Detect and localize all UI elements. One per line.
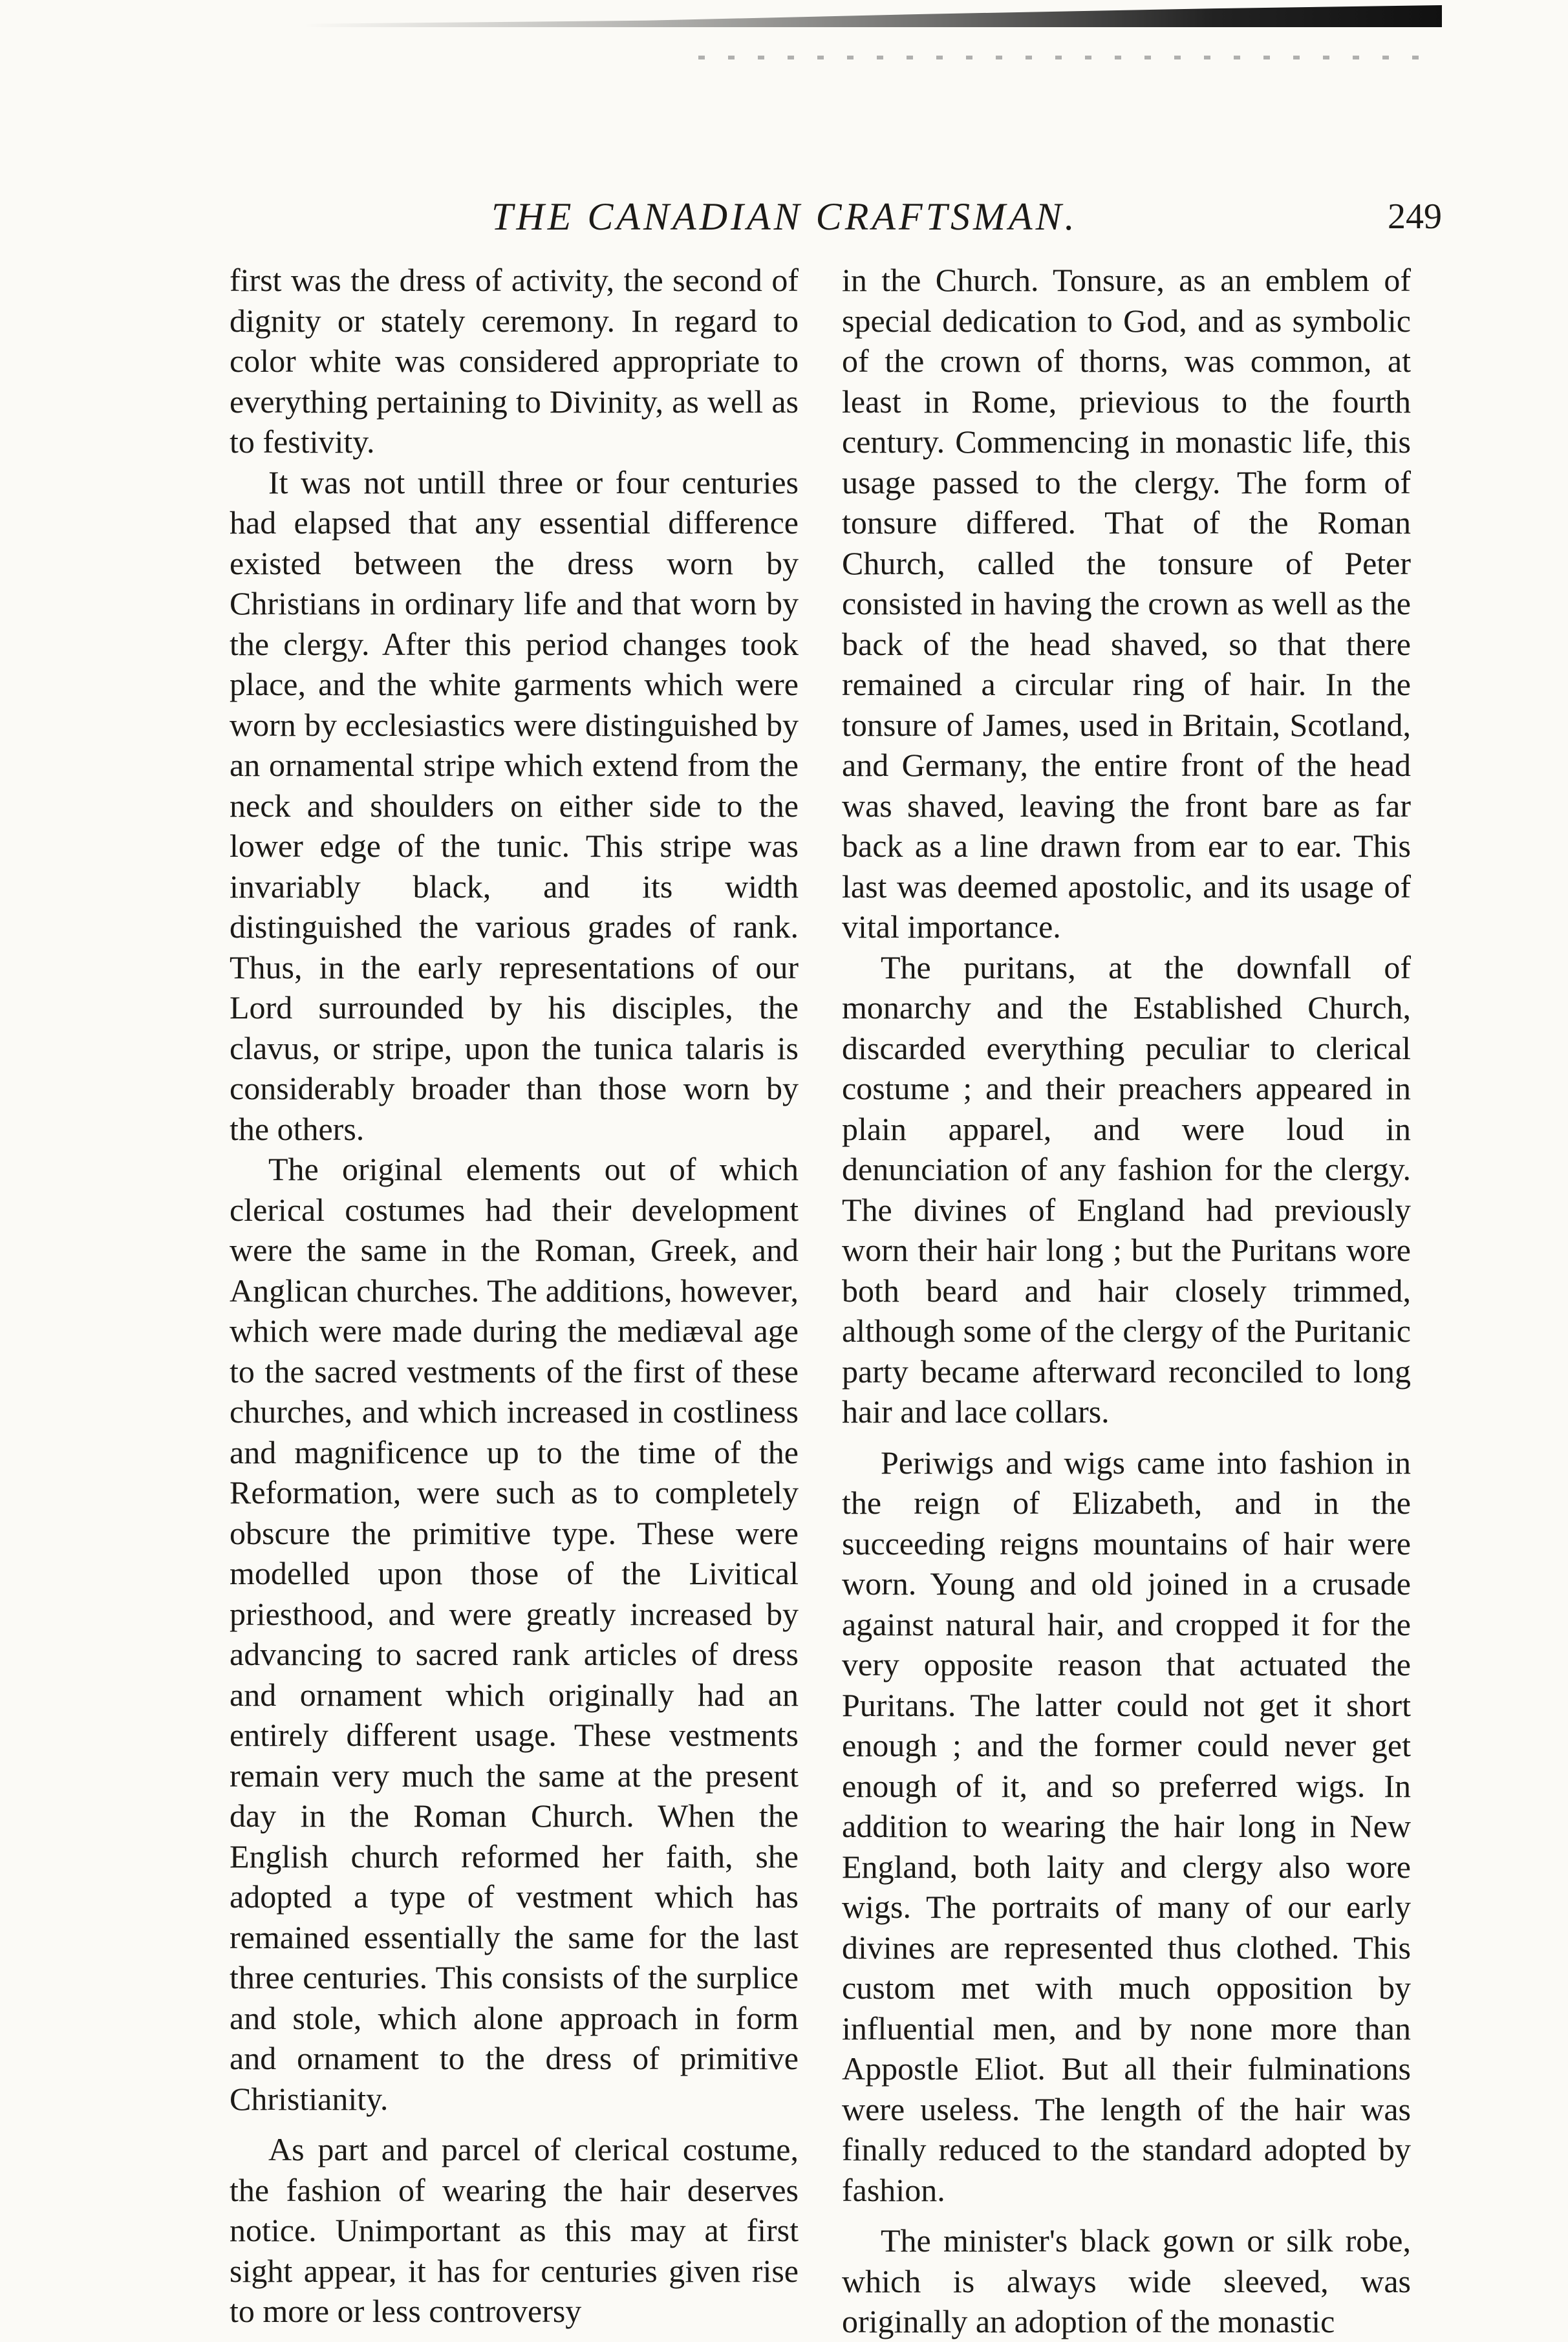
scan-edge-specks bbox=[698, 56, 1442, 59]
page-header bbox=[220, 188, 1442, 246]
left-paragraph-3: The original elements out of which clerical costumes had their development were the same in the Roman, Greek, and Anglican churches. The additions, however, which were made during the mediæval age to the sacred vestments of the first of these churches, and which increased in costliness and magnificence up to the time of the Reformation, were such as to completely obscure the primitive type. These were modelled upon those of the Livitical priesthood, and were greatly increased by advancing to sacred rank articles of dress and ornament which originally had an entirely different usage. These vestments remain very much the same at the present day in the Roman Church. When the English church reformed her faith, she adopted a type of vestment which has remained essentially the same for the last three centuries. This consists of the surplice and stole, which alone approach in form and ornament to the dress of primitive Christianity. bbox=[230, 1151, 799, 2117]
left-paragraph-4: As part and parcel of clerical costume, the fashion of wearing the hair deserves notice. Unimportant as this may at first sight appear, it has for centuries given rise to more or less controversy bbox=[230, 2131, 799, 2329]
left-paragraph-2: It was not untill three or four centuries had elapsed that any essential difference existed between the dress worn by Christians in ordinary life and that worn by the clergy. After this period changes took place, and the white garments which were worn by ecclesiastics were distinguished by an ornamental stripe which extend from the neck and shoulders on either side to the lower edge of the tunic. This stripe was invariably black, and its width distinguished the various grades of rank. Thus, in the early representations of our Lord surrounded by his disciples, the clavus, or stripe, upon the tunica talaris is considerably broader than those worn by the others. bbox=[230, 464, 799, 1147]
left-paragraph-1: first was the dress of activity, the second of dignity or stately ceremony. In regard to color white was considered appropriate to everything pertaining to Divinity, as well as to festivity. bbox=[230, 262, 799, 460]
scan-edge-shadow bbox=[304, 5, 1442, 27]
running-title: THE CANADIAN CRAFTSMAN. bbox=[491, 195, 1078, 238]
left-column bbox=[230, 260, 799, 2332]
right-column bbox=[842, 260, 1411, 2342]
page-number: 249 bbox=[1388, 197, 1442, 237]
right-paragraph-1: in the Church. Tonsure, as an emblem of special dedication to God, and as symbolic of the crown of thorns, was common, at least in Rome, prievious to the fourth century. Commencing in monastic life, this usage passed to the clergy. The form of tonsure differed. That of the Roman Church, called the tonsure of Peter consisted in having the crown as well as the back of the head shaved, so that there remained a circular ring of hair. In the tonsure of James, used in Britain, Scotland, and Germany, the entire front of the head was shaved, leaving the front bare as far back as a line drawn from ear to ear. This last was deemed apostolic, and its usage of vital importance. bbox=[842, 262, 1411, 945]
right-paragraph-4: The minister's black gown or silk robe, which is always wide sleeved, was originally an adoption of the monastic bbox=[842, 2222, 1411, 2339]
right-paragraph-3: Periwigs and wigs came into fashion in the reign of Elizabeth, and in the succeeding reigns mountains of hair were worn. Young and old joined in a crusade against natural hair, and cropped it for the very opposite reason that actuated the Puritans. The latter could not get it short enough ; and the former could never get enough of it, and so preferred wigs. In addition to wearing the hair long in New England, both laity and clergy also wore wigs. The portraits of many of our early divines are represented thus clothed. This custom met with much opposition by influential men, and by none more than Appostle Eliot. But all their fulminations were useless. The length of the hair was finally reduced to the standard adopted by fashion. bbox=[842, 1444, 1411, 2208]
right-paragraph-2: The puritans, at the downfall of monarchy and the Established Church, discarded everything peculiar to clerical costume ; and their preachers appeared in plain apparel, and were loud in denunciation of any fashion for the clergy. The divines of England had previously worn their hair long ; but the Puritans wore both beard and hair closely trimmed, although some of the clergy of the Puritanic party became afterward reconciled to long hair and lace collars. bbox=[842, 949, 1411, 1430]
